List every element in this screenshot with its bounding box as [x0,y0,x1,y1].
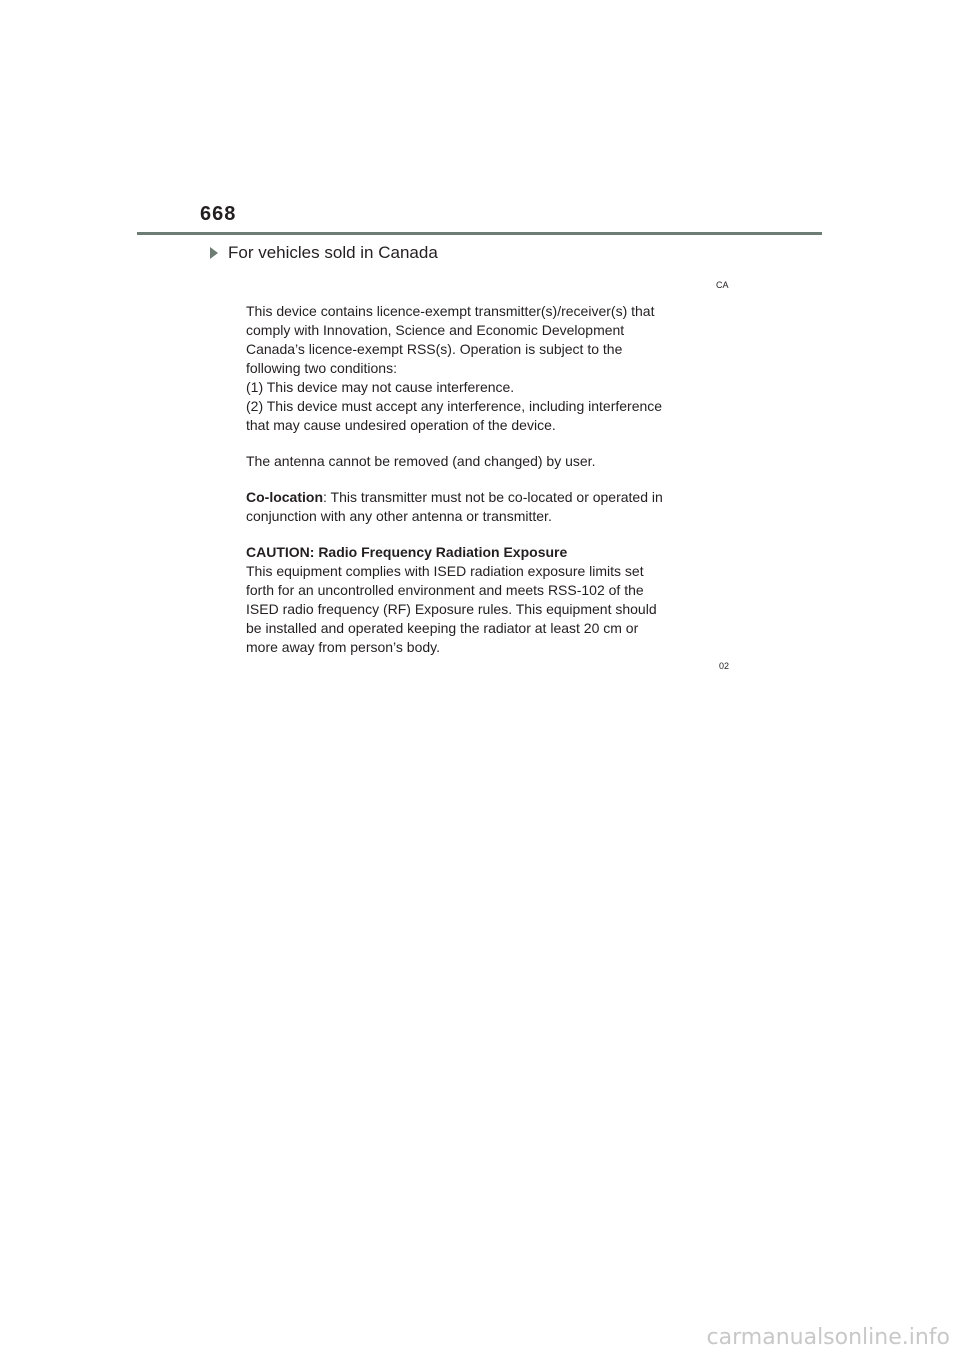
antenna-statement: The antenna cannot be removed (and changed) by user. [246,453,596,469]
caution-line: more away from person’s body. [246,639,441,655]
colocation-label: Co-location [246,489,323,505]
paragraph-gap [246,435,706,452]
colocation-text-continued: conjunction with any other antenna or transmitter. [246,508,552,524]
notice-line: comply with Innovation, Science and Economic Development [246,322,625,338]
caution-line: This equipment complies with ISED radiation exposure limits set [246,563,644,579]
section-heading-label: For vehicles sold in Canada [228,243,438,262]
notice-line: This device contains licence-exempt transmitter(s)/receiver(s) that [246,303,655,319]
code-label-bottom: 02 [719,661,730,671]
caution-line: ISED radio frequency (RF) Exposure rules. This equipment should [246,601,657,617]
colocation-text: : This transmitter must not be co-located or operated in [323,489,663,505]
code-label-top: CA [716,280,729,290]
watermark: carmanualsonline.info [706,1325,950,1350]
notice-line: that may cause undesired operation of the device. [246,417,556,433]
notice-line: Canada’s licence-exempt RSS(s). Operation is subject to the [246,341,623,357]
triangle-right-icon [210,247,218,259]
caution-line: forth for an uncontrolled environment and meets RSS-102 of the [246,582,644,598]
notice-line: following two conditions: [246,360,397,376]
caution-line: be installed and operated keeping the radiator at least 20 cm or [246,620,639,636]
regulatory-notice [246,302,706,657]
notice-line: (2) This device must accept any interference, including interference [246,398,663,414]
header-divider [137,232,822,235]
section-heading [210,243,438,263]
notice-line: (1) This device may not cause interference. [246,379,515,395]
paragraph-gap [246,526,706,543]
colocation-statement [246,488,706,507]
page-number: 668 [200,203,237,225]
caution-title: CAUTION: Radio Frequency Radiation Exposure [246,544,568,560]
paragraph-gap [246,471,706,488]
